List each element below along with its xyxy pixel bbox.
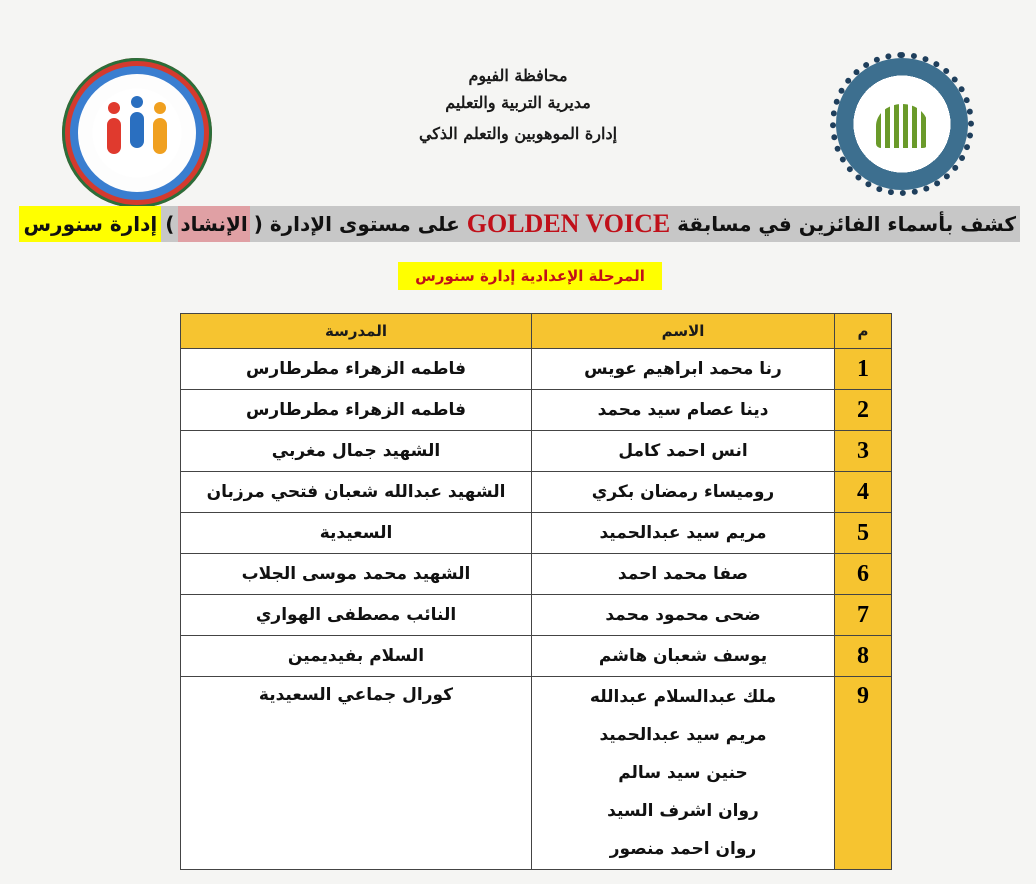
school-name: فاطمه الزهراء مطرطارس	[181, 390, 532, 431]
governorate-name: محافظة الفيوم	[468, 66, 568, 85]
stage-subtitle: المرحلة الإعدادية إدارة سنورس	[398, 262, 662, 290]
table-row	[181, 349, 892, 390]
school-name: الشهيد عبدالله شعبان فتحي مرزبان	[181, 472, 532, 513]
student-names-group	[532, 677, 835, 870]
student-name: روان احمد منصور	[609, 839, 757, 859]
student-name: مريم سيد عبدالحميد	[532, 513, 835, 554]
row-number: 5	[835, 513, 892, 554]
student-name: ضحى محمود محمد	[532, 595, 835, 636]
table-row	[181, 595, 892, 636]
winners-table	[180, 313, 892, 870]
administration-badge: إدارة سنورس	[19, 206, 161, 242]
school-name: السلام بفيديمين	[181, 636, 532, 677]
table-row	[181, 390, 892, 431]
row-number: 3	[835, 431, 892, 472]
table-header-row	[181, 314, 892, 349]
column-header-num: م	[835, 314, 892, 349]
column-header-school: المدرسة	[181, 314, 532, 349]
row-number: 2	[835, 390, 892, 431]
column-header-name: الاسم	[532, 314, 835, 349]
table-row-group	[181, 677, 892, 870]
student-name: حنين سيد سالم	[618, 763, 748, 783]
row-number: 6	[835, 554, 892, 595]
department-name: إدارة الموهوبين والتعلم الذكي	[418, 124, 618, 143]
table-row	[181, 472, 892, 513]
school-name: النائب مصطفى الهواري	[181, 595, 532, 636]
title-text: كشف بأسماء الفائزين في مسابقة GOLDEN VOICE على مستوى الإدارة (	[250, 206, 1020, 242]
table-row	[181, 513, 892, 554]
student-name: صفا محمد احمد	[532, 554, 835, 595]
school-name: الشهيد محمد موسى الجلاب	[181, 554, 532, 595]
table-row	[181, 431, 892, 472]
competition-name: GOLDEN VOICE	[466, 209, 671, 238]
student-name: مريم سيد عبدالحميد	[599, 725, 767, 745]
document-title	[20, 206, 1020, 244]
row-number: 4	[835, 472, 892, 513]
category-badge: الإنشاد	[178, 206, 249, 242]
student-name: انس احمد كامل	[532, 431, 835, 472]
student-name: روميساء رمضان بكري	[532, 472, 835, 513]
student-name: رنا محمد ابراهيم عويس	[532, 349, 835, 390]
row-number: 7	[835, 595, 892, 636]
row-number: 1	[835, 349, 892, 390]
student-name: يوسف شعبان هاشم	[532, 636, 835, 677]
school-name: الشهيد جمال مغربي	[181, 431, 532, 472]
title-paren: )	[161, 206, 178, 242]
table-row	[181, 636, 892, 677]
row-number: 9	[835, 677, 892, 870]
student-name: دينا عصام سيد محمد	[532, 390, 835, 431]
table-row	[181, 554, 892, 595]
row-number: 8	[835, 636, 892, 677]
student-name: ملك عبدالسلام عبدالله	[589, 687, 777, 707]
student-name: روان اشرف السيد	[607, 801, 759, 821]
directorate-name: مديرية التربية والتعليم	[445, 93, 591, 112]
school-name: السعيدية	[181, 513, 532, 554]
school-name: فاطمه الزهراء مطرطارس	[181, 349, 532, 390]
school-name: كورال جماعي السعيدية	[181, 677, 532, 870]
